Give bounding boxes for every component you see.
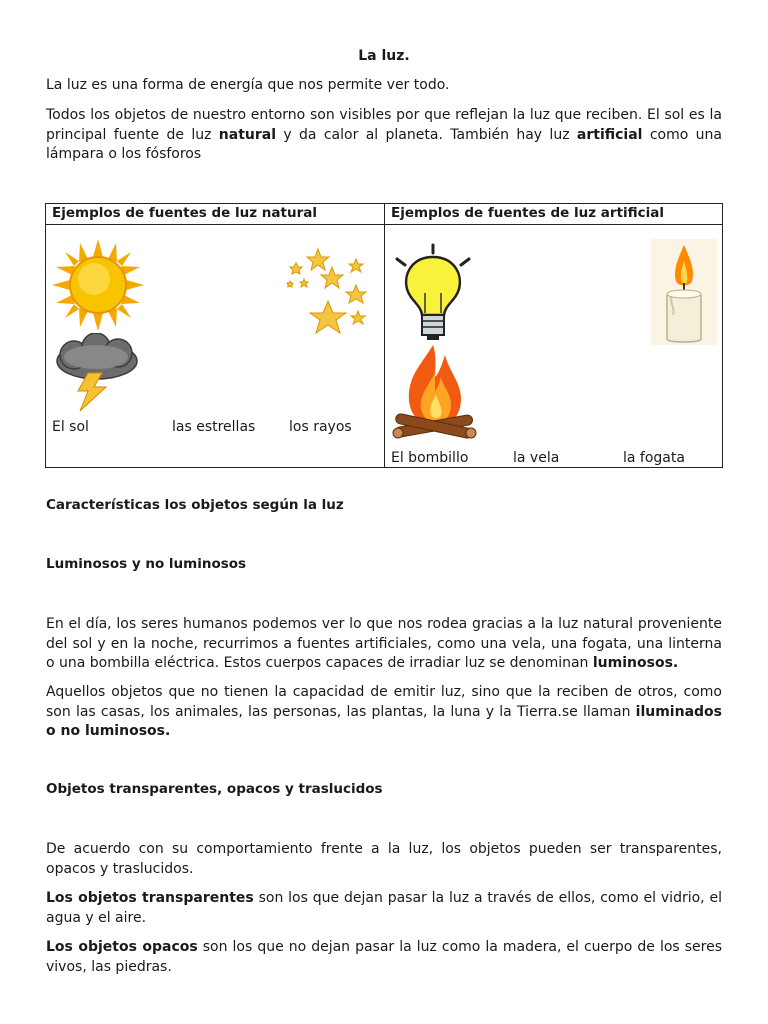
section-heading-transparency: Objetos transparentes, opacos y traslucidos xyxy=(46,781,383,797)
text-span: son los que dejan pasar la luz a través de ellos, como el vidrio, el agua y el aire. xyxy=(46,890,722,926)
sources-paragraph xyxy=(46,106,722,165)
bold-transparentes: Los objetos transparentes xyxy=(46,890,254,906)
caption-candle: la vela xyxy=(513,450,560,466)
bold-natural: natural xyxy=(218,126,277,143)
stars-icon xyxy=(284,245,368,341)
bold-luminosos: luminosos. xyxy=(592,655,679,671)
opaque-paragraph xyxy=(46,938,722,977)
sun-icon xyxy=(52,239,144,331)
luminous-paragraph xyxy=(46,615,722,674)
caption-sun: El sol xyxy=(52,419,89,435)
text-span: En el día, los seres humanos podemos ver lo que nos rodea gracias a la luz natural proveniente del sol y en la noche, recurrimos a fuentes artificiales, como una vela, una fogata, una linterna o una bombilla eléctrica. Estos cuerpos capaces de irradiar luz se denominan xyxy=(46,616,722,671)
text-span: son los que no dejan pasar la luz como la madera, el cuerpo de los seres vivos, las piedras. xyxy=(46,939,722,975)
section-heading-characteristics: Características los objetos según la luz xyxy=(46,497,344,513)
transparency-paragraph: De acuerdo con su comportamiento frente a la luz, los objetos pueden ser transparentes, opacos y traslucidos. xyxy=(46,841,722,877)
bold-opacos: Los objetos opacos xyxy=(46,939,198,955)
caption-campfire: la fogata xyxy=(623,450,685,466)
intro-paragraph: La luz es una forma de energía que nos permite ver todo. xyxy=(46,77,450,93)
lightning-cloud-icon xyxy=(52,333,142,413)
header-artificial: Ejemplos de fuentes de luz artificial xyxy=(385,204,723,225)
transparent-paragraph xyxy=(46,889,722,928)
caption-stars: las estrellas xyxy=(172,419,256,435)
bold-artificial: artificial xyxy=(576,126,643,143)
light-sources-table xyxy=(45,203,723,468)
bold-iluminados: iluminados o no luminosos. xyxy=(46,703,722,739)
text-span: Todos los objetos de nuestro entorno son visibles por que reflejan la luz que reciben. El sol es la principal fuente de luz xyxy=(46,107,722,143)
natural-cell xyxy=(46,225,385,468)
light-bulb-icon xyxy=(391,243,475,343)
illuminated-paragraph xyxy=(46,683,722,742)
page-title: La luz. xyxy=(358,48,410,64)
text-span: Aquellos objetos que no tienen la capacidad de emitir luz, sino que la reciben de otros, como son las casas, los animales, las personas, las plantas, la luna y la Tierra.se llaman xyxy=(46,684,722,720)
campfire-icon xyxy=(391,343,477,447)
candle-icon xyxy=(651,239,717,345)
artificial-cell xyxy=(385,225,723,468)
section-heading-luminous: Luminosos y no luminosos xyxy=(46,556,247,572)
text-span: como una lámpara o los fósforos xyxy=(46,126,722,162)
header-natural: Ejemplos de fuentes de luz natural xyxy=(46,204,385,225)
text-span: y da calor al planeta. También hay luz xyxy=(276,126,577,143)
caption-lightning: los rayos xyxy=(289,419,352,435)
caption-bulb: El bombillo xyxy=(391,450,469,466)
